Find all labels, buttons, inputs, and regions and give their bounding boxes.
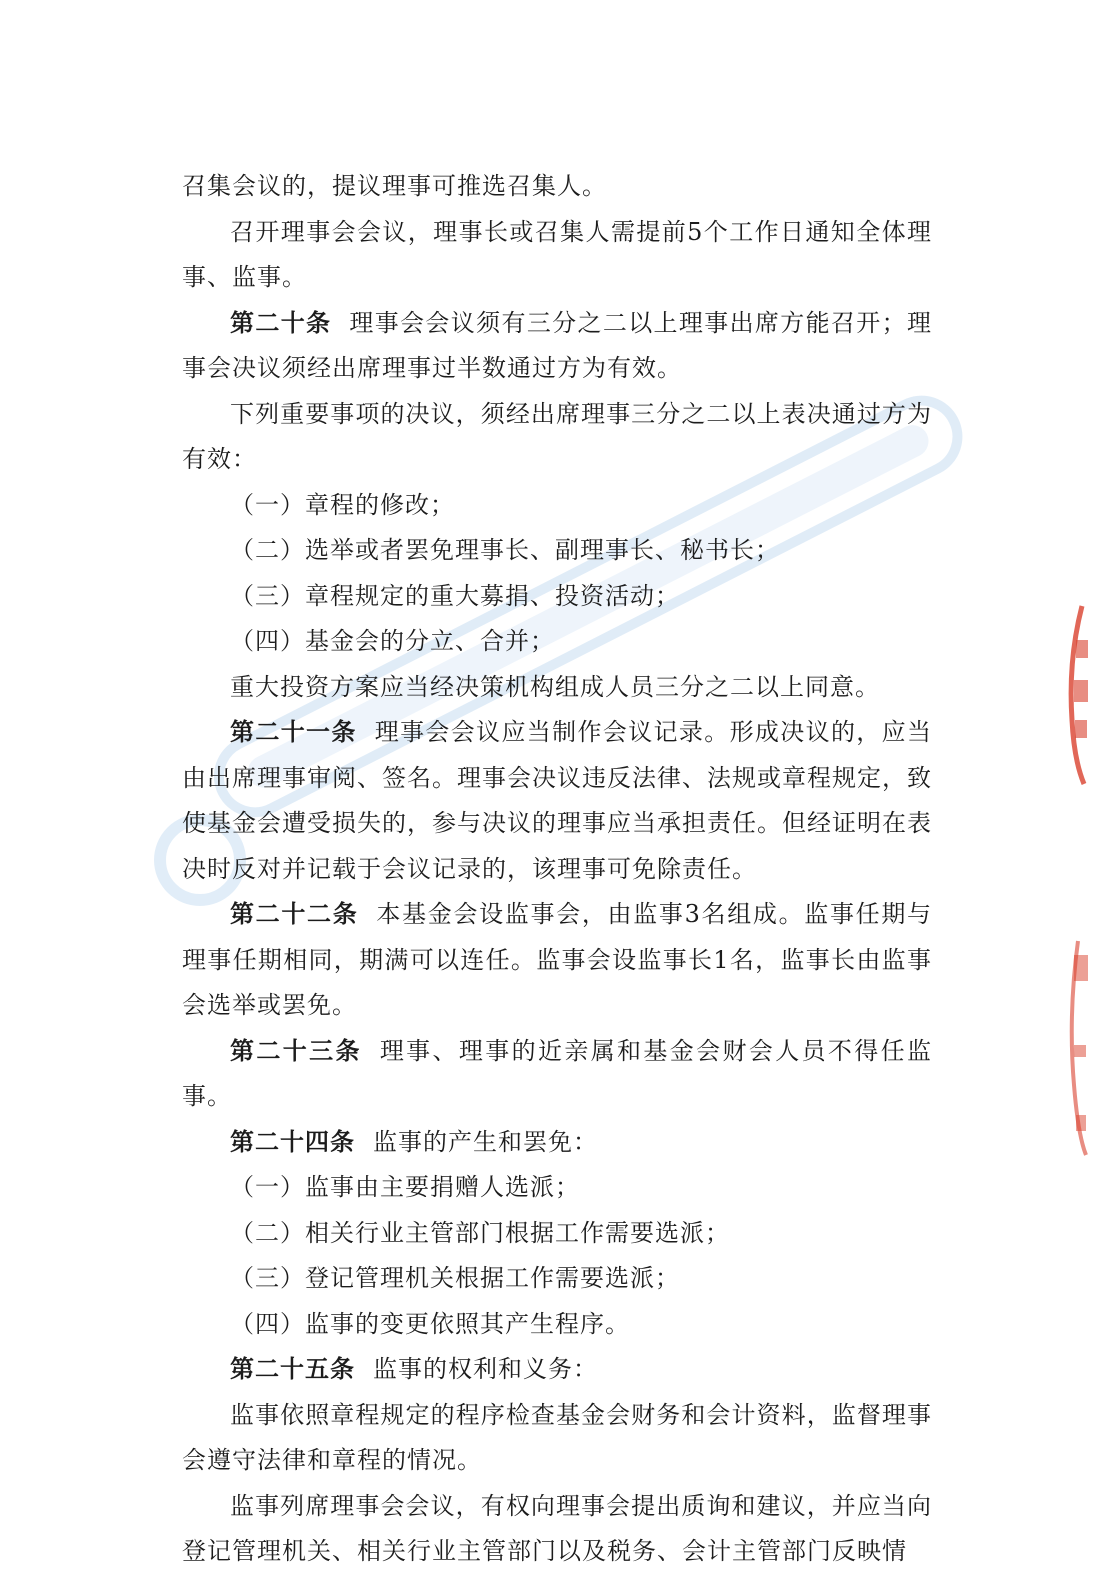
- paragraph-text: （二）选举或者罢免理事长、副理事长、秘书长；: [230, 536, 780, 564]
- paragraph: [182, 1484, 932, 1575]
- paragraph-text: 下列重要事项的决议，须经出席理事三分之二以上表决通过方为有效：: [182, 399, 932, 473]
- article-number: 第二十一条: [230, 718, 357, 746]
- paragraph: [182, 164, 932, 210]
- article-number: 第二十条: [230, 308, 332, 337]
- article-paragraph: [182, 301, 932, 392]
- article-paragraph: [182, 1029, 932, 1120]
- paragraph-text: 召开理事会会议，理事长或召集人需提前5个工作日通知全体理事、监事。: [182, 217, 932, 291]
- paragraph: [182, 574, 932, 620]
- paragraph-text: 重大投资方案应当经决策机构组成人员三分之二以上同意。: [230, 672, 880, 701]
- paragraph: [182, 1393, 932, 1484]
- paragraph-text: （四）监事的变更依照其产生程序。: [230, 1309, 630, 1338]
- paragraph-text: 本基金会设监事会，由监事3名组成。监事任期与理事任期相同，期满可以连任。监事会设监事长1名，监事长由监事会选举或罢免。: [182, 900, 933, 1019]
- paragraph: [182, 619, 932, 665]
- paragraph-text: 监事列席理事会会议，有权向理事会提出质询和建议，并应当向登记管理机关、相关行业主管部门以及税务、会计主管部门反映情: [182, 1491, 932, 1565]
- paragraph: [182, 665, 932, 711]
- article-paragraph: [182, 1347, 932, 1393]
- seal-fragment-bottom: [1062, 935, 1096, 1160]
- paragraph: [182, 1302, 932, 1348]
- paragraph: [182, 392, 932, 483]
- paragraph: [182, 483, 932, 529]
- paragraph-text: （二）相关行业主管部门根据工作需要选派；: [230, 1218, 730, 1247]
- paragraph: [182, 210, 932, 301]
- article-number: 第二十四条: [230, 1127, 355, 1156]
- paragraph-text: 监事的产生和罢免：: [373, 1127, 598, 1156]
- paragraph-text: （三）登记管理机关根据工作需要选派；: [230, 1264, 680, 1292]
- paragraph-text: 理事会会议应当制作会议记录。形成决议的，应当由出席理事审阅、签名。理事会决议违反法律、法规或章程规定，致使基金会遭受损失的，参与决议的理事应当承担责任。但经证明在表决时反对并记载于会议记录的，该理事可免除责任。: [182, 718, 933, 883]
- article-paragraph: [182, 710, 932, 892]
- paragraph-text: 监事的权利和义务：: [373, 1355, 598, 1383]
- article-number: 第二十五条: [230, 1355, 355, 1383]
- document-body: [182, 164, 932, 1575]
- paragraph-text: （四）基金会的分立、合并；: [230, 627, 555, 655]
- paragraph-text: （三）章程规定的重大募捐、投资活动；: [230, 581, 680, 610]
- paragraph-text: （一）监事由主要捐赠人选派；: [230, 1173, 580, 1201]
- paragraph: [182, 1256, 932, 1302]
- paragraph-text: 监事依照章程规定的程序检查基金会财务和会计资料，监督理事会遵守法律和章程的情况。: [182, 1400, 932, 1474]
- article-paragraph: [182, 892, 932, 1029]
- article-number: 第二十二条: [230, 900, 359, 928]
- paragraph-text: 召集会议的，提议理事可推选召集人。: [182, 172, 607, 200]
- paragraph: [182, 528, 932, 574]
- article-number: 第二十三条: [230, 1036, 362, 1065]
- paragraph: [182, 1211, 932, 1257]
- seal-fragment-top: [1062, 600, 1096, 790]
- paragraph-text: 理事、理事的近亲属和基金会财会人员不得任监事。: [182, 1036, 933, 1110]
- paragraph-text: 理事会会议须有三分之二以上理事出席方能召开；理事会决议须经出席理事过半数通过方为有效。: [182, 308, 933, 382]
- paragraph: [182, 1165, 932, 1211]
- article-paragraph: [182, 1120, 932, 1166]
- paragraph-text: （一）章程的修改；: [230, 490, 455, 519]
